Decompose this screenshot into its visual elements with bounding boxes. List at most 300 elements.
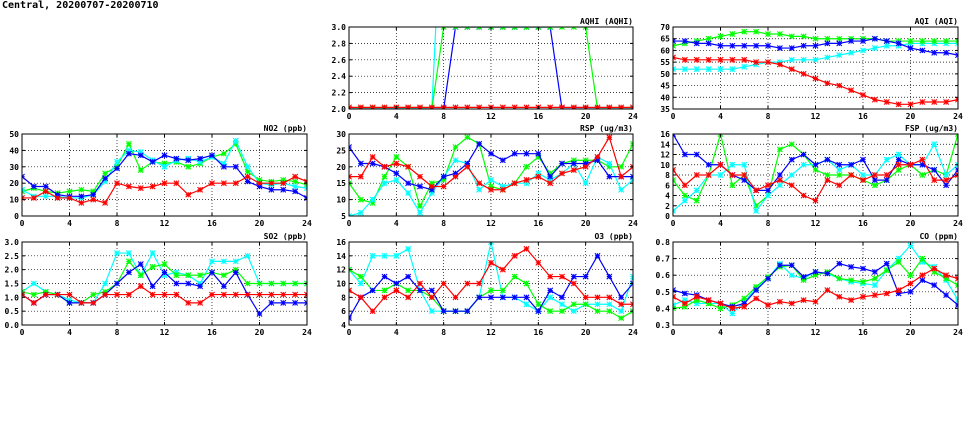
y-tick-label: 45: [660, 81, 670, 91]
data-point: [718, 57, 723, 62]
data-point: [245, 253, 250, 258]
data-point: [209, 181, 214, 186]
data-point: [477, 181, 482, 186]
data-point: [370, 161, 375, 166]
data-point: [884, 43, 889, 48]
data-point: [813, 162, 818, 167]
data-point: [595, 309, 600, 314]
data-point: [114, 159, 119, 164]
data-point: [932, 266, 937, 271]
y-tick-label: 10: [336, 279, 346, 289]
data-point: [103, 292, 108, 297]
data-point: [221, 151, 226, 156]
data-point: [293, 174, 298, 179]
data-point: [860, 157, 865, 162]
data-point: [358, 174, 363, 179]
x-tick-label: 0: [346, 328, 352, 337]
data-point: [512, 253, 517, 258]
series-line: [349, 242, 633, 311]
data-point: [908, 45, 913, 50]
data-point: [186, 164, 191, 169]
data-point: [619, 174, 624, 179]
y-tick-label: 0.6: [655, 271, 670, 281]
panel-title: FSP (ug/m3): [905, 124, 958, 133]
data-point: [126, 259, 131, 264]
chart-panel-aqhi: [332, 0, 638, 121]
data-point: [694, 172, 699, 177]
x-tick-label: 4: [718, 112, 723, 121]
data-point: [512, 151, 517, 156]
data-point: [488, 187, 493, 192]
data-point: [43, 184, 48, 189]
x-tick-label: 16: [533, 219, 544, 228]
data-point: [777, 45, 782, 50]
data-point: [358, 274, 363, 279]
x-tick-label: 12: [810, 112, 821, 121]
data-point: [293, 179, 298, 184]
data-point: [536, 260, 541, 265]
data-point: [358, 295, 363, 300]
y-tick-label: 0.0: [4, 321, 19, 330]
data-point: [825, 41, 830, 46]
page-title: Central, 20200707-20200710: [2, 0, 159, 11]
data-point: [281, 300, 286, 305]
data-point: [429, 184, 434, 189]
y-tick-label: 2.4: [331, 72, 346, 82]
data-point: [429, 309, 434, 314]
data-point: [126, 151, 131, 156]
x-tick-label: 16: [207, 328, 217, 337]
x-tick-label: 12: [810, 219, 821, 228]
data-point: [730, 162, 735, 167]
data-point: [477, 295, 482, 300]
y-tick-label: 12: [660, 150, 670, 160]
x-tick-label: 12: [486, 112, 496, 121]
data-point: [293, 184, 298, 189]
y-tick-label: 0: [14, 212, 19, 221]
data-point: [860, 48, 865, 53]
data-point: [813, 57, 818, 62]
data-point: [849, 88, 854, 93]
data-point: [269, 300, 274, 305]
data-point: [908, 162, 913, 167]
x-tick-label: 4: [393, 112, 399, 121]
y-tick-label: 16: [336, 238, 346, 247]
data-point: [825, 81, 830, 86]
data-point: [595, 295, 600, 300]
data-point: [548, 174, 553, 179]
data-point: [233, 181, 238, 186]
data-point: [777, 183, 782, 188]
data-point: [488, 151, 493, 156]
y-tick-label: 0.8: [655, 238, 670, 247]
data-point: [257, 311, 262, 316]
data-point: [872, 97, 877, 102]
data-point: [801, 193, 806, 198]
data-point: [837, 276, 842, 281]
data-point: [114, 181, 119, 186]
x-tick-label: 20: [580, 112, 591, 121]
x-tick-label: 12: [486, 328, 496, 337]
y-tick-label: 1.0: [4, 293, 19, 303]
data-point: [789, 172, 794, 177]
data-point: [441, 174, 446, 179]
series-day4: [19, 250, 309, 305]
data-point: [198, 156, 203, 161]
chart-panel-no2: [9, 124, 312, 228]
data-point: [477, 187, 482, 192]
data-point: [394, 281, 399, 286]
data-point: [789, 273, 794, 278]
y-tick-label: 25: [336, 146, 346, 156]
data-point: [896, 152, 901, 157]
data-point: [406, 295, 411, 300]
data-point: [571, 167, 576, 172]
data-point: [406, 181, 411, 186]
data-point: [79, 187, 84, 192]
y-tick-label: 0.3: [655, 321, 670, 330]
data-point: [789, 157, 794, 162]
data-point: [524, 281, 529, 286]
data-point: [944, 38, 949, 43]
y-tick-label: 2.6: [331, 55, 346, 65]
data-point: [174, 292, 179, 297]
data-point: [103, 176, 108, 181]
x-tick-label: 8: [765, 219, 771, 228]
data-point: [825, 157, 830, 162]
data-point: [825, 288, 830, 293]
data-point: [944, 99, 949, 104]
data-point: [837, 83, 842, 88]
x-tick-label: 0: [19, 328, 25, 337]
data-point: [896, 259, 901, 264]
data-point: [682, 198, 687, 203]
y-tick-label: 10: [336, 195, 346, 205]
chart-panel-so2: [5, 232, 312, 337]
y-tick-label: 20: [9, 179, 19, 189]
data-point: [595, 302, 600, 307]
data-point: [394, 177, 399, 182]
data-point: [174, 156, 179, 161]
data-point: [245, 292, 250, 297]
data-point: [932, 178, 937, 183]
data-point: [150, 159, 155, 164]
data-point: [607, 174, 612, 179]
data-point: [406, 164, 411, 169]
x-tick-label: 20: [905, 112, 916, 121]
data-point: [849, 172, 854, 177]
data-point: [765, 43, 770, 48]
data-point: [269, 181, 274, 186]
data-point: [524, 164, 529, 169]
data-point: [718, 306, 723, 311]
panel-title: O3 (ppb): [594, 232, 633, 241]
data-point: [944, 183, 949, 188]
data-point: [837, 294, 842, 299]
data-point: [209, 259, 214, 264]
data-point: [465, 135, 470, 140]
x-tick-label: 4: [67, 328, 72, 337]
data-point: [789, 263, 794, 268]
data-point: [607, 161, 612, 166]
y-tick-label: 35: [660, 105, 670, 114]
data-point: [67, 292, 72, 297]
y-tick-label: 10: [9, 195, 19, 205]
data-point: [114, 166, 119, 171]
data-point: [126, 292, 131, 297]
data-point: [417, 174, 422, 179]
data-point: [524, 295, 529, 300]
data-point: [281, 181, 286, 186]
data-point: [872, 178, 877, 183]
data-point: [583, 302, 588, 307]
y-tick-label: 2.5: [4, 251, 19, 261]
data-point: [777, 62, 782, 67]
data-point: [896, 41, 901, 46]
data-point: [453, 309, 458, 314]
y-tick-label: 16: [660, 130, 670, 139]
data-point: [233, 164, 238, 169]
data-point: [872, 283, 877, 288]
x-tick-label: 24: [953, 328, 963, 337]
data-point: [548, 295, 553, 300]
data-point: [789, 301, 794, 306]
chart-panel-co: [656, 232, 963, 337]
data-point: [754, 296, 759, 301]
data-point: [43, 194, 48, 199]
data-point: [777, 263, 782, 268]
data-point: [607, 274, 612, 279]
data-point: [932, 50, 937, 55]
data-point: [694, 294, 699, 299]
data-point: [884, 291, 889, 296]
data-point: [370, 309, 375, 314]
data-point: [872, 293, 877, 298]
data-point: [559, 161, 564, 166]
x-tick-label: 12: [810, 328, 821, 337]
data-point: [789, 34, 794, 39]
data-point: [406, 190, 411, 195]
data-point: [406, 274, 411, 279]
x-tick-label: 24: [302, 219, 312, 228]
x-tick-label: 4: [718, 219, 723, 228]
data-point: [777, 299, 782, 304]
data-point: [730, 172, 735, 177]
data-point: [706, 36, 711, 41]
y-tick-label: 14: [660, 140, 670, 150]
data-point: [103, 171, 108, 176]
data-point: [884, 157, 889, 162]
x-tick-label: 20: [254, 328, 265, 337]
data-point: [138, 153, 143, 158]
data-point: [920, 99, 925, 104]
data-point: [789, 45, 794, 50]
data-point: [754, 208, 759, 213]
data-point: [896, 167, 901, 172]
data-point: [488, 177, 493, 182]
data-point: [619, 187, 624, 192]
data-point: [825, 36, 830, 41]
data-point: [500, 158, 505, 163]
data-point: [742, 43, 747, 48]
x-tick-label: 0: [346, 219, 352, 228]
y-tick-label: 4: [341, 321, 346, 330]
x-tick-label: 20: [580, 219, 591, 228]
data-point: [718, 172, 723, 177]
data-point: [813, 36, 818, 41]
data-point: [920, 172, 925, 177]
x-tick-label: 16: [533, 328, 544, 337]
data-point: [571, 274, 576, 279]
y-tick-label: 0.5: [4, 307, 19, 317]
data-point: [488, 260, 493, 265]
data-point: [706, 298, 711, 303]
data-point: [742, 304, 747, 309]
data-point: [837, 261, 842, 266]
data-point: [718, 34, 723, 39]
data-point: [694, 41, 699, 46]
data-point: [813, 299, 818, 304]
data-point: [548, 309, 553, 314]
data-point: [198, 300, 203, 305]
data-point: [126, 184, 131, 189]
y-tick-label: 2: [665, 201, 670, 211]
data-point: [233, 270, 238, 275]
x-tick-label: 20: [905, 219, 916, 228]
data-point: [607, 302, 612, 307]
data-point: [43, 189, 48, 194]
data-point: [233, 292, 238, 297]
data-point: [293, 281, 298, 286]
y-tick-label: 2.2: [331, 88, 346, 98]
data-point: [91, 292, 96, 297]
data-point: [718, 67, 723, 72]
data-point: [138, 167, 143, 172]
data-point: [559, 274, 564, 279]
y-tick-label: 1.5: [4, 279, 19, 289]
data-point: [789, 183, 794, 188]
data-point: [801, 162, 806, 167]
data-point: [358, 197, 363, 202]
y-tick-label: 15: [336, 179, 346, 189]
data-point: [777, 31, 782, 36]
data-point: [488, 288, 493, 293]
data-point: [896, 157, 901, 162]
data-point: [619, 302, 624, 307]
data-point: [500, 267, 505, 272]
data-point: [162, 181, 167, 186]
data-point: [813, 167, 818, 172]
data-point: [162, 164, 167, 169]
y-tick-label: 0.4: [655, 304, 670, 314]
data-point: [801, 71, 806, 76]
data-point: [920, 256, 925, 261]
y-tick-label: 14: [336, 251, 346, 261]
data-point: [417, 210, 422, 215]
data-point: [801, 152, 806, 157]
data-point: [186, 300, 191, 305]
data-point: [245, 174, 250, 179]
data-point: [872, 269, 877, 274]
data-point: [860, 178, 865, 183]
data-point: [150, 184, 155, 189]
x-tick-label: 24: [302, 328, 312, 337]
data-point: [91, 300, 96, 305]
data-point: [67, 189, 72, 194]
data-point: [221, 164, 226, 169]
data-point: [706, 57, 711, 62]
panel-title: CO (ppm): [919, 232, 958, 241]
y-tick-label: 60: [660, 46, 670, 56]
data-point: [114, 292, 119, 297]
data-point: [293, 300, 298, 305]
data-point: [730, 311, 735, 316]
y-tick-label: 0.5: [655, 287, 670, 297]
data-point: [682, 152, 687, 157]
data-point: [370, 154, 375, 159]
data-point: [619, 295, 624, 300]
data-point: [765, 183, 770, 188]
x-tick-label: 16: [533, 112, 544, 121]
data-point: [370, 197, 375, 202]
data-point: [257, 281, 262, 286]
data-point: [79, 194, 84, 199]
data-point: [860, 38, 865, 43]
data-point: [706, 162, 711, 167]
data-point: [382, 174, 387, 179]
data-point: [932, 167, 937, 172]
data-point: [186, 192, 191, 197]
data-point: [825, 178, 830, 183]
chart-panel-aqi: [660, 17, 963, 121]
data-point: [441, 309, 446, 314]
data-point: [406, 288, 411, 293]
data-point: [849, 264, 854, 269]
y-tick-label: 50: [660, 69, 670, 79]
data-point: [477, 281, 482, 286]
data-point: [67, 300, 72, 305]
data-point: [429, 295, 434, 300]
data-point: [150, 250, 155, 255]
x-tick-label: 12: [486, 219, 496, 228]
data-point: [150, 292, 155, 297]
data-point: [571, 161, 576, 166]
data-point: [682, 67, 687, 72]
data-point: [31, 195, 36, 200]
data-point: [31, 292, 36, 297]
x-tick-label: 0: [670, 219, 676, 228]
data-point: [837, 53, 842, 58]
data-point: [198, 273, 203, 278]
data-point: [548, 274, 553, 279]
data-point: [536, 302, 541, 307]
data-point: [394, 288, 399, 293]
chart-panel-o3: [336, 232, 638, 337]
data-point: [872, 183, 877, 188]
data-point: [837, 183, 842, 188]
data-point: [860, 266, 865, 271]
data-point: [198, 284, 203, 289]
data-point: [718, 162, 723, 167]
y-tick-label: 6: [665, 181, 670, 191]
data-point: [920, 38, 925, 43]
x-tick-label: 24: [628, 112, 638, 121]
data-point: [789, 57, 794, 62]
data-point: [813, 76, 818, 81]
data-point: [849, 278, 854, 283]
data-point: [186, 281, 191, 286]
data-point: [896, 162, 901, 167]
